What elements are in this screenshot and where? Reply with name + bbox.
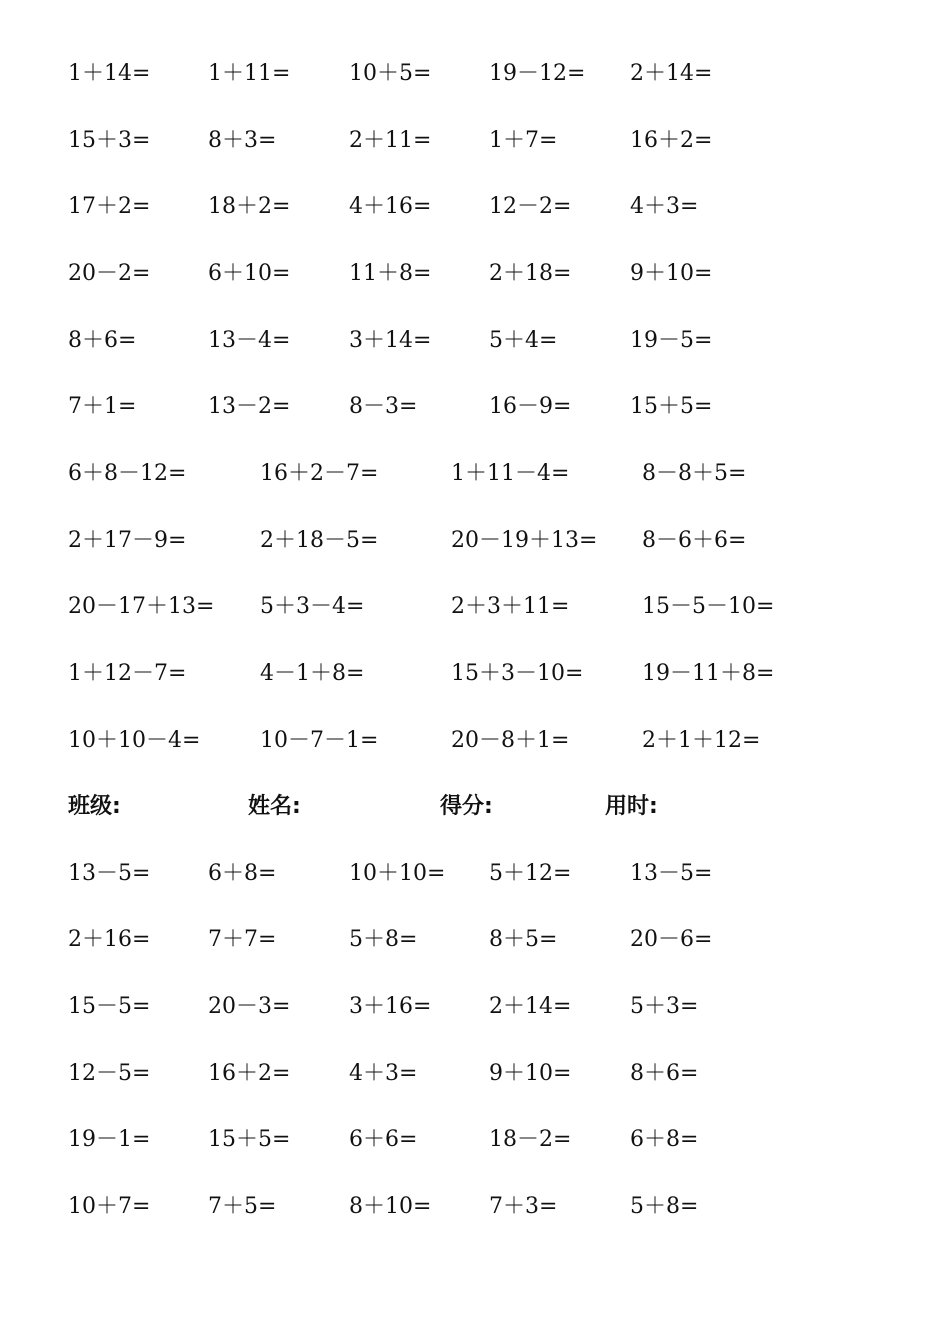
problem: 15＋3－10= (451, 661, 584, 686)
problem: 6＋10= (208, 261, 291, 286)
problem: 1＋7= (489, 128, 558, 153)
problem: 16＋2－7= (260, 461, 379, 486)
problem: 7＋3= (489, 1194, 558, 1219)
problem-row (0, 1192, 950, 1232)
problem: 10＋10= (349, 861, 446, 886)
problem: 11＋8= (349, 261, 432, 286)
problem: 2＋1＋12= (642, 728, 761, 753)
problem: 7＋1= (68, 394, 137, 419)
problem: 3＋14= (349, 328, 432, 353)
problem-row (0, 992, 950, 1032)
problem: 16＋2= (208, 1061, 291, 1086)
problem-row (0, 1125, 950, 1165)
problem: 8－3= (349, 394, 418, 419)
problem: 9＋10= (630, 261, 713, 286)
problem: 9＋10= (489, 1061, 572, 1086)
problem: 19－12= (489, 61, 586, 86)
problem: 2＋3＋11= (451, 594, 570, 619)
problem-row (0, 859, 950, 899)
problem: 16－9= (489, 394, 572, 419)
problem: 10＋5= (349, 61, 432, 86)
problem: 8＋10= (349, 1194, 432, 1219)
problem: 15＋5= (208, 1127, 291, 1152)
problem: 13－2= (208, 394, 291, 419)
problem: 15－5－10= (642, 594, 775, 619)
problem: 5＋12= (489, 861, 572, 886)
problem-row (0, 592, 950, 632)
problem: 18＋2= (208, 194, 291, 219)
student-info-header (0, 792, 950, 832)
problem: 4－1＋8= (260, 661, 365, 686)
problem: 20－2= (68, 261, 151, 286)
problem: 7＋7= (208, 927, 277, 952)
problem: 15－5= (68, 994, 151, 1019)
problem: 8＋6= (68, 328, 137, 353)
problem: 8＋5= (489, 927, 558, 952)
problem-row (0, 526, 950, 566)
problem: 20－19＋13= (451, 528, 598, 553)
problem-row (0, 1059, 950, 1099)
problem: 4＋16= (349, 194, 432, 219)
problem: 5＋3= (630, 994, 699, 1019)
problem: 20－6= (630, 927, 713, 952)
problem: 10＋7= (68, 1194, 151, 1219)
problem: 16＋2= (630, 128, 713, 153)
problem-row (0, 59, 950, 99)
problem-row (0, 326, 950, 366)
problem: 20－8＋1= (451, 728, 570, 753)
problem: 1＋11－4= (451, 461, 570, 486)
problem: 8－6＋6= (642, 528, 747, 553)
problem: 13－5= (68, 861, 151, 886)
problem: 2＋14= (630, 61, 713, 86)
problem: 1＋11= (208, 61, 291, 86)
problem: 5＋8= (349, 927, 418, 952)
problem: 2＋11= (349, 128, 432, 153)
problem: 8＋3= (208, 128, 277, 153)
problem-row (0, 259, 950, 299)
problem: 3＋16= (349, 994, 432, 1019)
problem: 8－8＋5= (642, 461, 747, 486)
problem: 7＋5= (208, 1194, 277, 1219)
problem-row (0, 659, 950, 699)
problem-row (0, 192, 950, 232)
problem: 15＋5= (630, 394, 713, 419)
problem: 15＋3= (68, 128, 151, 153)
problem: 5＋8= (630, 1194, 699, 1219)
score-label: 得分: (440, 794, 493, 819)
problem: 19－1= (68, 1127, 151, 1152)
problem: 5＋4= (489, 328, 558, 353)
problem: 2＋14= (489, 994, 572, 1019)
problem: 18－2= (489, 1127, 572, 1152)
problem: 10＋10－4= (68, 728, 201, 753)
problem: 4＋3= (349, 1061, 418, 1086)
problem: 19－5= (630, 328, 713, 353)
problem: 20－3= (208, 994, 291, 1019)
problem: 6＋6= (349, 1127, 418, 1152)
problem: 2＋17－9= (68, 528, 187, 553)
problem: 10－7－1= (260, 728, 379, 753)
problem: 6＋8= (208, 861, 277, 886)
problem: 2＋16= (68, 927, 151, 952)
problem: 8＋6= (630, 1061, 699, 1086)
problem: 13－4= (208, 328, 291, 353)
problem-row (0, 459, 950, 499)
problem: 19－11＋8= (642, 661, 775, 686)
problem: 5＋3－4= (260, 594, 365, 619)
problem: 12－2= (489, 194, 572, 219)
problem-row (0, 126, 950, 166)
problem: 6＋8= (630, 1127, 699, 1152)
time-label: 用时: (605, 794, 658, 819)
problem-row (0, 392, 950, 432)
problem: 2＋18－5= (260, 528, 379, 553)
problem: 12－5= (68, 1061, 151, 1086)
problem: 2＋18= (489, 261, 572, 286)
problem: 20－17＋13= (68, 594, 215, 619)
problem-row (0, 726, 950, 766)
class-label: 班级: (68, 794, 121, 819)
name-label: 姓名: (248, 794, 301, 819)
problem: 17＋2= (68, 194, 151, 219)
problem-row (0, 925, 950, 965)
problem: 6＋8－12= (68, 461, 187, 486)
problem: 1＋14= (68, 61, 151, 86)
problem: 1＋12－7= (68, 661, 187, 686)
problem: 4＋3= (630, 194, 699, 219)
problem: 13－5= (630, 861, 713, 886)
